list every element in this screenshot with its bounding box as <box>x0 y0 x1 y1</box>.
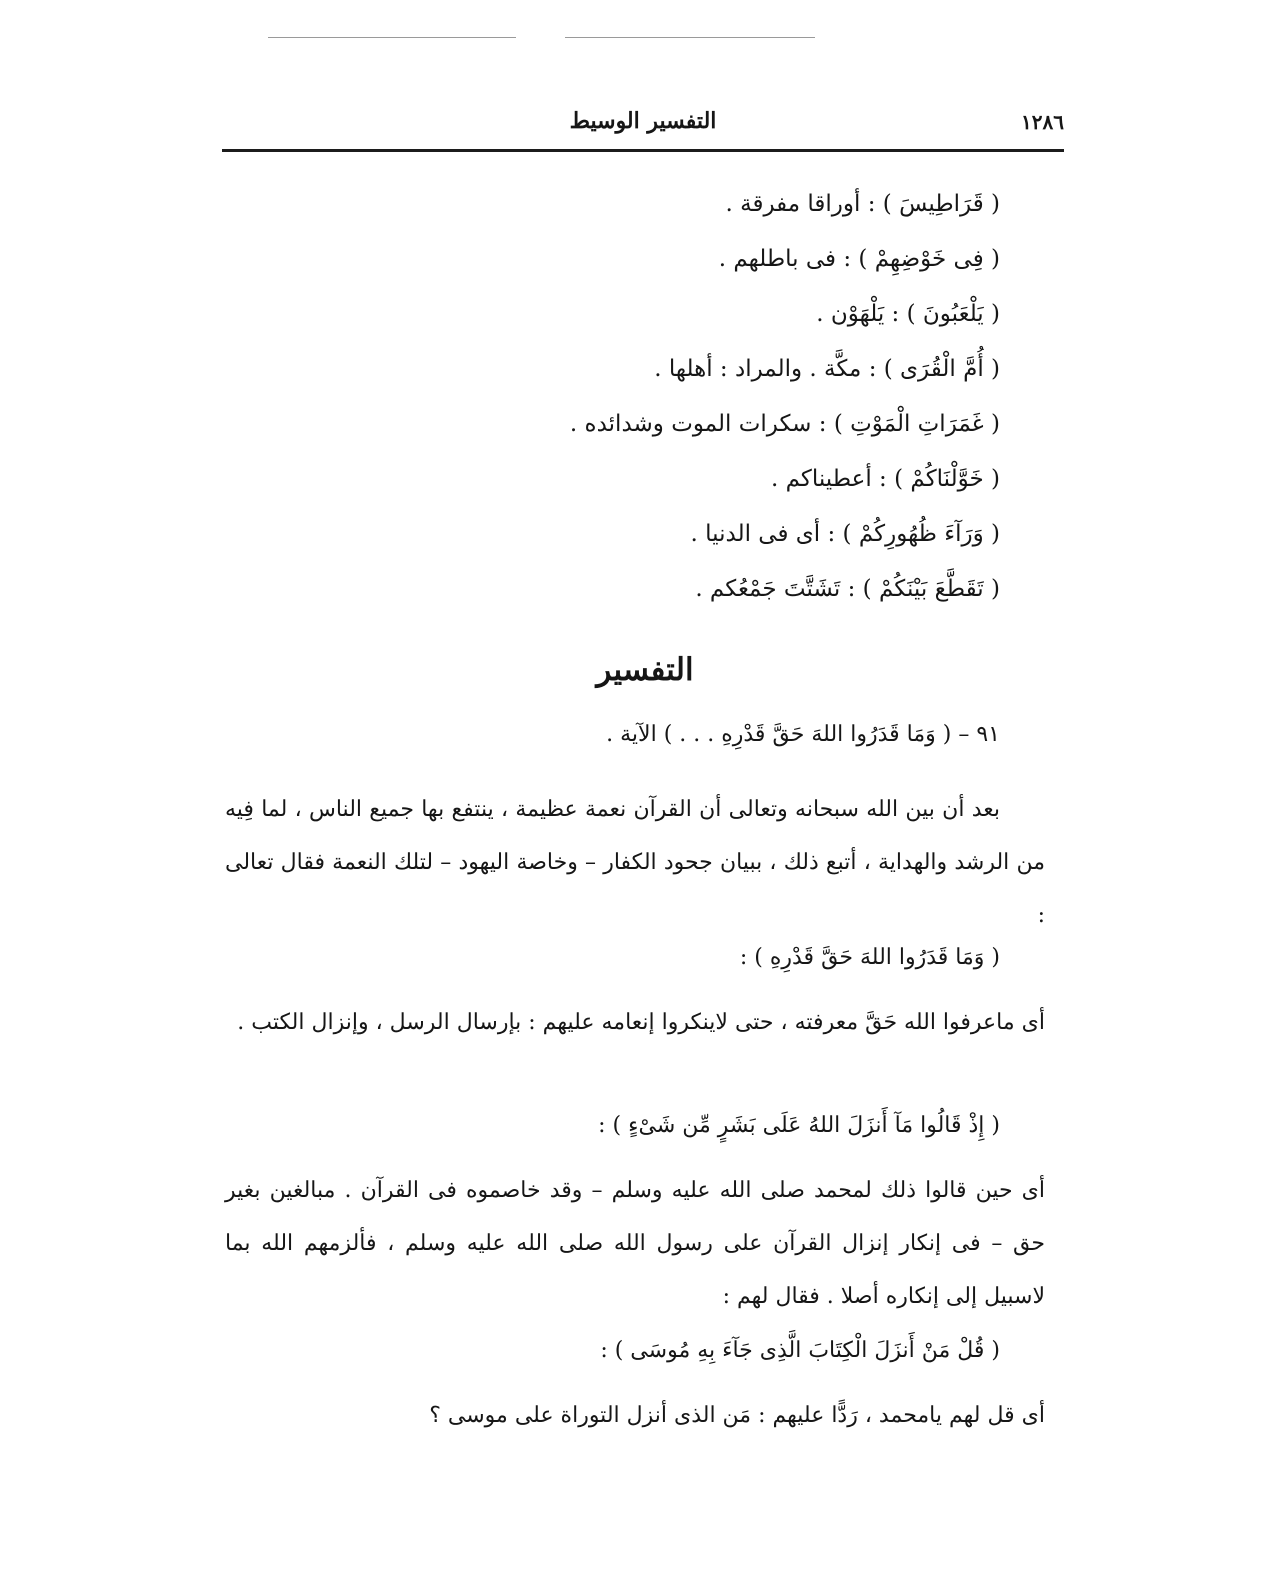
paragraph-text: أى قل لهم يامحمد ، رَدًّا عليهم : مَن الذى أنزل التوراة على موسى ؟ <box>429 1403 1045 1428</box>
commentary-paragraph <box>225 1389 1045 1442</box>
glossary-entry: ( يَلْعَبُونَ ) : يَلْهَوْن . <box>816 301 1000 327</box>
glossary-entry: ( فِى خَوْضِهِمْ ) : فى باطلهم . <box>718 246 1000 272</box>
commentary-paragraph <box>225 783 1045 942</box>
verse-reference: ٩١ – ( وَمَا قَدَرُوا اللهَ حَقَّ قَدْرِهِ . . . ) الآية . <box>606 722 1000 747</box>
quoted-verse: ( وَمَا قَدَرُوا اللهَ حَقَّ قَدْرِهِ ) : <box>739 945 1000 970</box>
scan-artifact-line <box>565 37 815 38</box>
running-title: التفسير الوسيط <box>569 108 717 134</box>
quoted-verse: ( إِذْ قَالُوا مَآ أَنزَلَ اللهُ عَلَى بَشَرٍ مِّن شَىْءٍ ) : <box>598 1113 1000 1138</box>
glossary-list <box>440 182 1000 622</box>
glossary-entry: ( أُمَّ الْقُرَى ) : مكَّة . والمراد : أهلها . <box>654 356 1000 382</box>
page-number: ١٢٨٦ <box>1021 110 1064 134</box>
glossary-entry: ( غَمَرَاتِ الْمَوْتِ ) : سكرات الموت وشدائده . <box>569 411 1000 437</box>
glossary-entry: ( قَرَاطِيسَ ) : أوراقا مفرقة . <box>725 191 1000 217</box>
paragraph-text: أى ماعرفوا الله حَقَّ معرفته ، حتى لاينكروا إنعامه عليهم : بإرسال الرسل ، وإنزال الكتب . <box>237 1010 1045 1035</box>
page-header <box>222 108 1064 148</box>
glossary-entry: ( وَرَآءَ ظُهُورِكُمْ ) : أى فى الدنيا . <box>690 521 1000 547</box>
header-rule <box>222 149 1064 152</box>
quoted-verse: ( قُلْ مَنْ أَنزَلَ الْكِتَابَ الَّذِى جَآءَ بِهِ مُوسَى ) : <box>600 1338 1000 1363</box>
commentary-paragraph <box>225 996 1045 1049</box>
paragraph-text: أى حين قالوا ذلك لمحمد صلى الله عليه وسلم – وقد خاصموه فى القرآن . مبالغين بغير حق – فى إنكار إنزال القرآن على رسول الله صلى الله عليه وسلم ، فألزمهم الله بما لاسبيل إلى إنكاره أصلا . فقال لهم : <box>225 1178 1045 1309</box>
paragraph-text: بعد أن بين الله سبحانه وتعالى أن القرآن نعمة عظيمة ، ينتفع بها جميع الناس ، لما فِيه من الرشد والهداية ، أتبع ذلك ، ببيان جحود الكفار – وخاصة اليهود – لتلك النعمة فقال تعالى : <box>225 797 1045 928</box>
scan-artifact-line <box>268 37 516 38</box>
glossary-entry: ( تَقَطَّعَ بَيْنَكُمْ ) : تَشَتَّتَ جَمْعُكم . <box>695 576 1000 602</box>
section-heading: التفسير <box>596 652 694 688</box>
commentary-paragraph <box>225 1164 1045 1323</box>
glossary-entry: ( خَوَّلْنَاكُمْ ) : أعطيناكم . <box>770 466 1000 492</box>
